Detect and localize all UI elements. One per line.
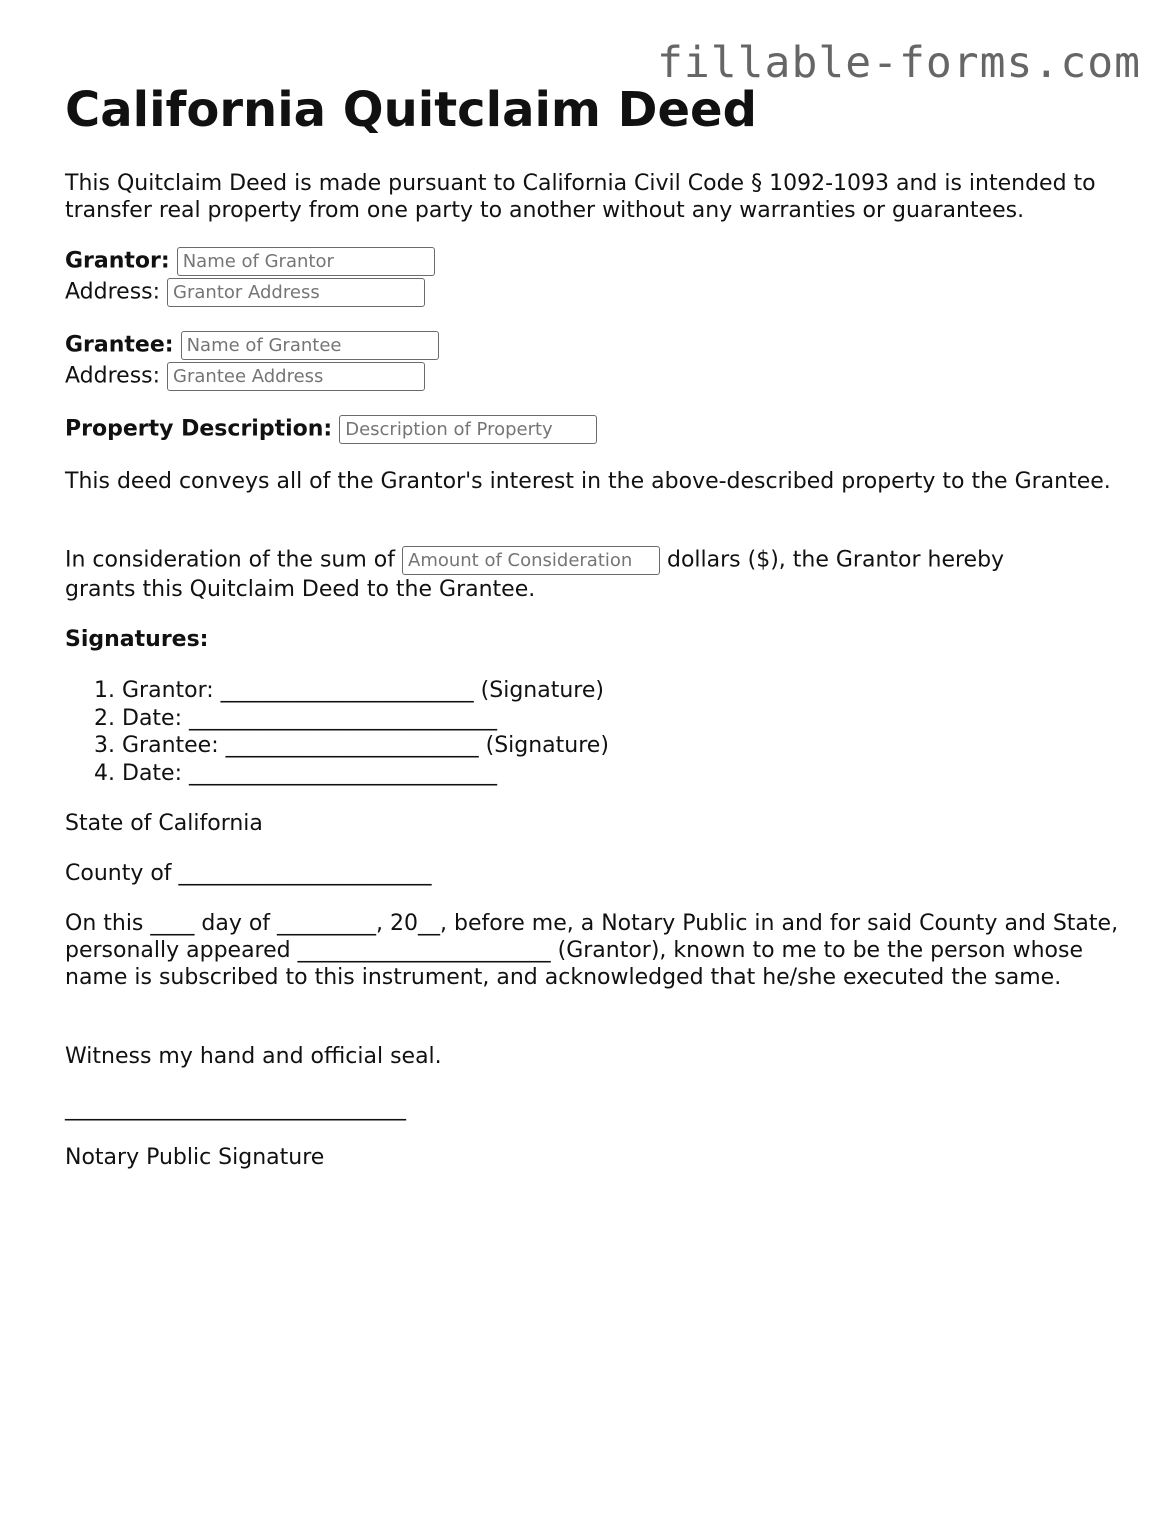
grantee-row — [65, 331, 439, 360]
grantee-label: Grantee: — [65, 332, 174, 358]
state-text: State of California — [65, 811, 263, 836]
conveys-paragraph: This deed conveys all of the Grantor's interest in the above-described property to the Grantee. — [65, 469, 1111, 494]
grantor-label: Grantor: — [65, 248, 170, 274]
witness-text: Witness my hand and official seal. — [65, 1044, 442, 1069]
consideration-line2: grants this Quitclaim Deed to the Grantee. — [65, 577, 536, 602]
page-title: California Quitclaim Deed — [65, 82, 757, 138]
property-description-input[interactable] — [339, 415, 597, 444]
signature-item-grantor: 1. Grantor: _______________________ (Signature) — [122, 677, 609, 705]
grantee-address-label: Address: — [65, 363, 161, 389]
grantor-address-label: Address: — [65, 279, 161, 305]
signatures-heading: Signatures: — [65, 627, 209, 652]
signature-item-grantor-date: 2. Date: ____________________________ — [122, 705, 609, 733]
consideration-prefix: In consideration of the sum of — [65, 547, 395, 573]
grantor-address-row — [65, 278, 425, 307]
notary-signature-line: _______________________________ — [65, 1096, 406, 1121]
notary-signature-label: Notary Public Signature — [65, 1145, 325, 1170]
grantee-address-row — [65, 362, 425, 391]
property-label: Property Description: — [65, 416, 333, 442]
signature-item-grantee: 3. Grantee: _______________________ (Signature) — [122, 732, 609, 760]
grantor-row — [65, 247, 435, 276]
consideration-amount-input[interactable] — [402, 546, 660, 575]
signature-item-grantee-date: 4. Date: ____________________________ — [122, 760, 609, 788]
property-row — [65, 415, 597, 444]
grantor-name-input[interactable] — [177, 247, 435, 276]
consideration-suffix: dollars ($), the Grantor hereby — [667, 547, 1005, 573]
notary-paragraph: On this ____ day of _________, 20__, before me, a Notary Public in and for said County and State, personally appeared _______________________ (Grantor), known to me to be the person whose name is subscribed to this instrument, and acknowledged that he/she executed the same. — [65, 911, 1119, 990]
consideration-row — [65, 546, 1004, 575]
county-text: County of _______________________ — [65, 861, 432, 886]
grantor-address-input[interactable] — [167, 278, 425, 307]
watermark-text: fillable-forms.com — [657, 38, 1141, 88]
grantee-address-input[interactable] — [167, 362, 425, 391]
grantee-name-input[interactable] — [181, 331, 439, 360]
signatures-list — [65, 677, 609, 787]
intro-paragraph: This Quitclaim Deed is made pursuant to California Civil Code § 1092-1093 and is intended to transfer real property from one party to another without any warranties or guarantees. — [65, 171, 1096, 223]
